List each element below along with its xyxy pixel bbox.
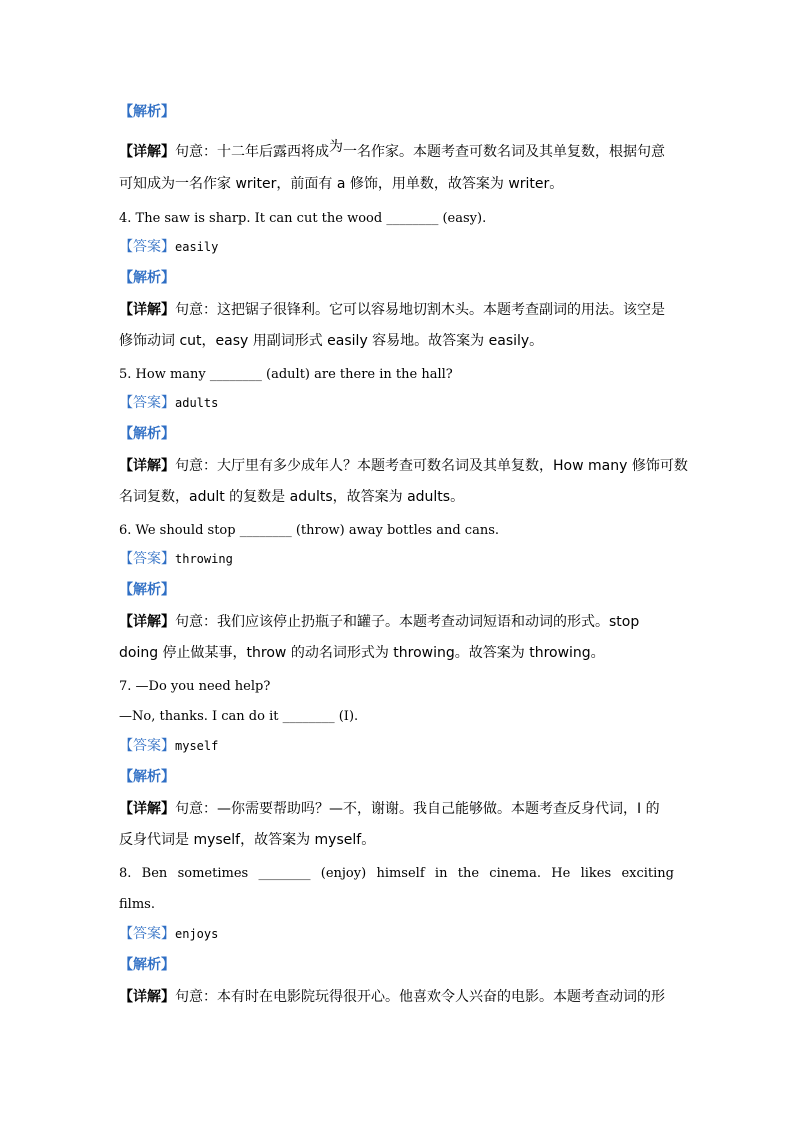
detail-label: 【详解】	[119, 989, 175, 1005]
detail-text: 为	[329, 139, 343, 155]
answer-value: easily	[175, 240, 219, 254]
detail-text: 可知成为一名作家 writer，前面有 a 修饰，用单数，故答案为 writer。	[119, 176, 564, 192]
detail-text: doing 停止做某事，throw 的动名词形式为 throwing。故答案为 throwing。	[119, 645, 605, 661]
question-text: 5. How many ________ (adult) are there in the hall?	[119, 367, 453, 382]
analysis-label: 【解析】	[119, 769, 175, 785]
detail-line	[119, 456, 688, 476]
question-text: 7. —Do you need help?	[119, 679, 271, 694]
detail-line	[119, 799, 660, 819]
detail-text: 句意：这把锯子很锋利。它可以容易地切割木头。本题考查副词的用法。该空是	[175, 302, 665, 318]
detail-label: 【详解】	[119, 144, 175, 160]
question-text: films.	[119, 897, 155, 912]
question-text: 8. Ben sometimes ________ (enjoy) himself in the cinema. He likes exciting	[119, 866, 674, 881]
answer-label: 【答案】	[119, 395, 175, 411]
detail-label: 【详解】	[119, 801, 175, 817]
detail-text: 名词复数，adult 的复数是 adults，故答案为 adults。	[119, 489, 465, 505]
answer-label: 【答案】	[119, 926, 175, 942]
analysis-label: 【解析】	[119, 426, 175, 442]
answer-value: enjoys	[175, 927, 219, 941]
detail-text: 修饰动词 cut，easy 用副词形式 easily 容易地。故答案为 easily。	[119, 333, 544, 349]
answer-label: 【答案】	[119, 551, 175, 567]
answer-value: throwing	[175, 552, 233, 566]
answer-value: adults	[175, 396, 219, 410]
detail-text: 一名作家。本题考查可数名词及其单复数，根据句意	[343, 144, 665, 160]
detail-text: 句意：—你需要帮助吗？—不，谢谢。我自己能够做。本题考查反身代词，I 的	[175, 801, 660, 817]
answer-label: 【答案】	[119, 239, 175, 255]
detail-line	[119, 612, 639, 632]
detail-line	[119, 300, 665, 320]
analysis-label: 【解析】	[119, 104, 175, 120]
detail-label: 【详解】	[119, 614, 175, 630]
answer-line	[119, 736, 218, 756]
analysis-label: 【解析】	[119, 957, 175, 973]
detail-label: 【详解】	[119, 302, 175, 318]
answer-line	[119, 924, 218, 944]
detail-label: 【详解】	[119, 458, 175, 474]
answer-line	[119, 549, 233, 569]
detail-line	[119, 987, 665, 1007]
answer-value: myself	[175, 739, 219, 753]
question-text: 4. The saw is sharp. It can cut the wood ________ (easy).	[119, 211, 487, 226]
answer-line	[119, 237, 218, 257]
question-text: 6. We should stop ________ (throw) away bottles and cans.	[119, 523, 500, 538]
detail-text: 句意：本有时在电影院玩得很开心。他喜欢令人兴奋的电影。本题考查动词的形	[175, 989, 665, 1005]
answer-line	[119, 393, 218, 413]
detail-text: 句意：我们应该停止扔瓶子和罐子。本题考查动词短语和动词的形式。stop	[175, 614, 640, 630]
detail-text: 反身代词是 myself，故答案为 myself。	[119, 832, 376, 848]
answer-label: 【答案】	[119, 738, 175, 754]
detail-text: 句意：大厅里有多少成年人？本题考查可数名词及其单复数，How many 修饰可数	[175, 458, 688, 474]
question-text: —No, thanks. I can do it ________ (I).	[119, 709, 359, 724]
analysis-label: 【解析】	[119, 270, 175, 286]
detail-line	[119, 139, 665, 162]
analysis-label: 【解析】	[119, 582, 175, 598]
detail-text: 句意：十二年后露西将成	[175, 144, 329, 160]
